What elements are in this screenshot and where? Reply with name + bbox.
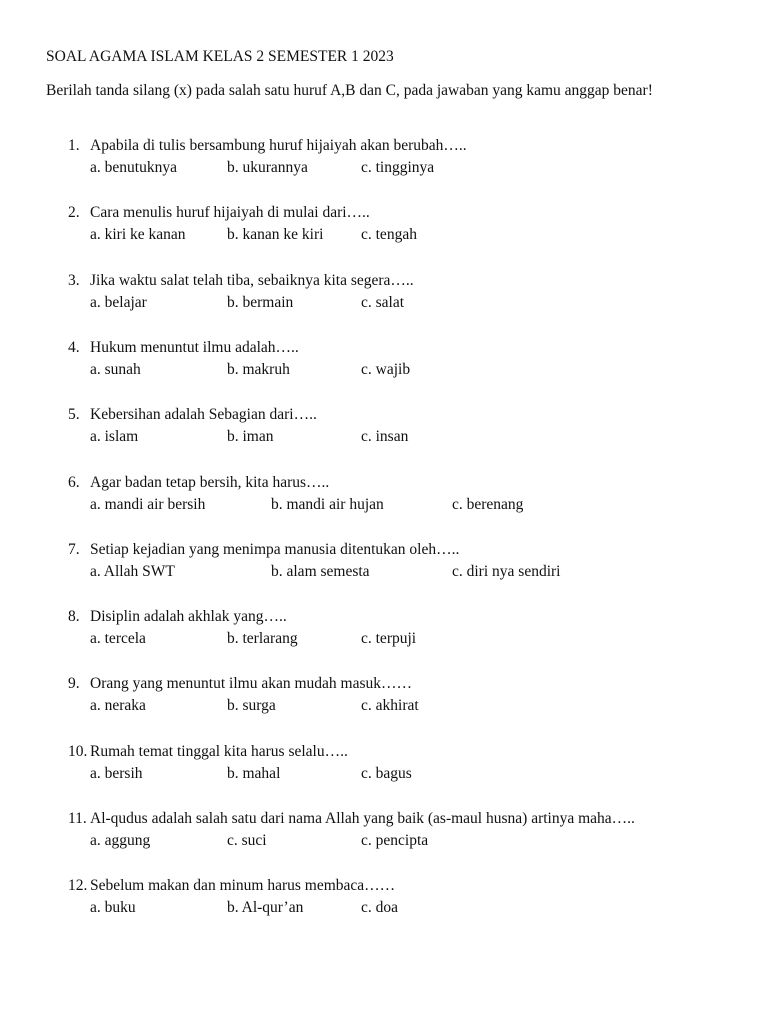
question-text: Kebersihan adalah Sebagian dari….. bbox=[90, 406, 317, 424]
answer-option-1-1: a. benutuknya bbox=[90, 159, 177, 176]
answer-option-12-2: b. Al-qur’an bbox=[227, 899, 304, 917]
answer-option-4-2: b. makruh bbox=[227, 360, 290, 378]
answer-option-7-3: c. diri nya sendiri bbox=[452, 562, 561, 580]
answer-option-2-3: c. tengah bbox=[361, 226, 417, 244]
question-number: 11. bbox=[68, 810, 87, 827]
answer-option-7-2: b. alam semesta bbox=[271, 562, 370, 580]
answer-option-3-2: b. bermain bbox=[227, 293, 294, 311]
question-8 bbox=[68, 608, 287, 626]
question-text: Al-qudus adalah salah satu dari nama Allah yang baik (as-maul husna) artinya maha….. bbox=[90, 810, 635, 827]
question-12 bbox=[68, 877, 395, 895]
answer-option-6-1: a. mandi air bersih bbox=[90, 495, 206, 513]
answer-option-1-3: c. tingginya bbox=[361, 159, 435, 176]
question-number: 7. bbox=[68, 540, 80, 558]
question-text: Agar badan tetap bersih, kita harus….. bbox=[90, 473, 330, 491]
answer-option-11-1: a. aggung bbox=[90, 832, 151, 849]
question-5 bbox=[68, 406, 317, 424]
answer-option-10-2: b. mahal bbox=[227, 764, 281, 782]
question-text: Setiap kejadian yang menimpa manusia ditentukan oleh….. bbox=[90, 540, 460, 558]
answer-option-5-1: a. islam bbox=[90, 428, 139, 446]
answer-option-8-1: a. tercela bbox=[90, 630, 146, 648]
question-number: 1. bbox=[68, 137, 80, 154]
answer-option-5-3: c. insan bbox=[361, 428, 409, 446]
answer-option-8-2: b. terlarang bbox=[227, 630, 298, 648]
answer-option-6-3: c. berenang bbox=[452, 495, 524, 513]
question-number: 12. bbox=[68, 877, 88, 895]
answer-option-8-3: c. terpuji bbox=[361, 630, 417, 648]
answer-option-9-2: b. surga bbox=[227, 697, 276, 715]
answer-option-11-3: c. pencipta bbox=[361, 832, 429, 849]
question-text: Apabila di tulis bersambung huruf hijaiyah akan berubah….. bbox=[90, 137, 467, 154]
answer-option-6-2: b. mandi air hujan bbox=[271, 495, 384, 513]
answer-option-12-3: c. doa bbox=[361, 899, 399, 917]
question-2 bbox=[68, 204, 370, 222]
question-text: Rumah temat tinggal kita harus selalu….. bbox=[90, 742, 348, 760]
question-number: 8. bbox=[68, 608, 80, 626]
question-text: Orang yang menuntut ilmu akan mudah masuk…… bbox=[90, 675, 412, 693]
question-text: Cara menulis huruf hijaiyah di mulai dari….. bbox=[90, 204, 370, 222]
question-6 bbox=[68, 474, 329, 492]
answer-option-4-1: a. sunah bbox=[90, 360, 141, 378]
answer-option-1-2: b. ukurannya bbox=[227, 159, 308, 176]
answer-option-3-3: c. salat bbox=[361, 293, 405, 311]
question-7 bbox=[68, 541, 459, 559]
question-3 bbox=[68, 272, 414, 290]
question-text: Disiplin adalah akhlak yang….. bbox=[90, 608, 287, 626]
answer-option-9-1: a. neraka bbox=[90, 697, 146, 715]
question-text: Jika waktu salat telah tiba, sebaiknya kita segera….. bbox=[90, 271, 414, 289]
question-number: 2. bbox=[68, 204, 80, 222]
question-number: 3. bbox=[68, 271, 80, 289]
question-number: 9. bbox=[68, 675, 80, 693]
answer-option-12-1: a. buku bbox=[90, 899, 136, 917]
answer-option-10-3: c. bagus bbox=[361, 764, 412, 782]
question-number: 10. bbox=[68, 742, 88, 760]
answer-option-2-1: a. kiri ke kanan bbox=[90, 226, 186, 244]
question-4 bbox=[68, 339, 299, 357]
question-10 bbox=[68, 743, 348, 761]
answer-option-2-2: b. kanan ke kiri bbox=[227, 226, 324, 244]
question-1 bbox=[68, 137, 467, 155]
answer-option-11-2: c. suci bbox=[227, 832, 267, 849]
answer-option-9-3: c. akhirat bbox=[361, 697, 419, 715]
answer-option-7-1: a. Allah SWT bbox=[90, 562, 175, 580]
question-11 bbox=[68, 810, 635, 828]
answer-option-5-2: b. iman bbox=[227, 428, 274, 446]
answer-option-10-1: a. bersih bbox=[90, 764, 143, 782]
question-number: 6. bbox=[68, 473, 80, 491]
answer-option-3-1: a. belajar bbox=[90, 293, 147, 311]
instruction-text: Berilah tanda silang (x) pada salah satu huruf A,B dan C, pada jawaban yang kamu anggap benar! bbox=[46, 82, 653, 99]
page-title: SOAL AGAMA ISLAM KELAS 2 SEMESTER 1 2023 bbox=[46, 48, 394, 65]
question-9 bbox=[68, 675, 412, 693]
question-text: Sebelum makan dan minum harus membaca…… bbox=[90, 877, 396, 895]
question-number: 5. bbox=[68, 406, 80, 424]
answer-option-4-3: c. wajib bbox=[361, 360, 411, 378]
question-text: Hukum menuntut ilmu adalah….. bbox=[90, 338, 299, 356]
question-number: 4. bbox=[68, 338, 80, 356]
